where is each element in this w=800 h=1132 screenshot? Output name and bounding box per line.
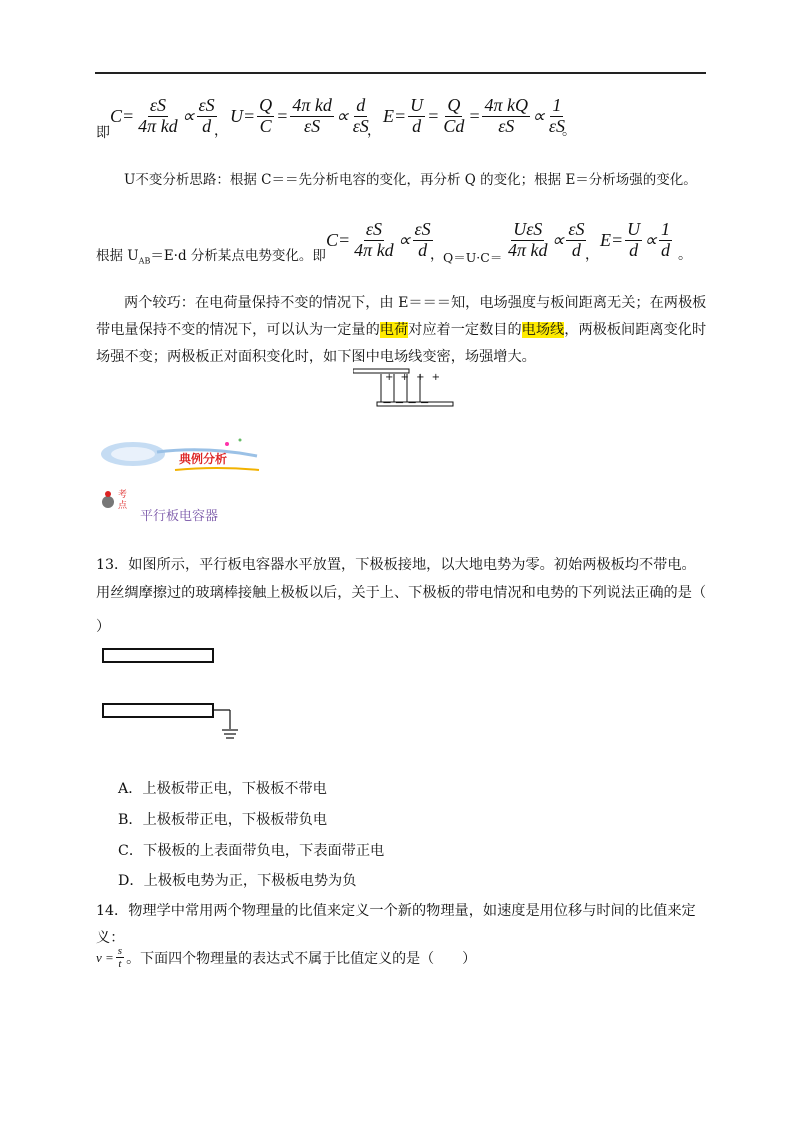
- denominator: d: [412, 115, 422, 136]
- denominator: 4π kd: [508, 239, 548, 260]
- denominator: d: [661, 239, 671, 260]
- c-symbol: C: [326, 229, 339, 250]
- denominator: C: [259, 115, 272, 136]
- ground-symbol: [212, 706, 242, 742]
- comma: ，: [367, 123, 381, 139]
- denominator: εS: [352, 115, 369, 136]
- banner-title: 典例分析: [179, 452, 228, 466]
- e-symbol: E: [600, 229, 611, 250]
- q14-stem: 14．物理学中常用两个物理量的比值来定义一个新的物理量，如速度是用位移与时间的比值来定义：: [96, 903, 696, 946]
- q-eq-text: Q＝U·C＝: [443, 250, 503, 265]
- numerator: εS: [149, 95, 166, 115]
- ab-subscript: AB: [138, 256, 151, 266]
- genju-rest: ＝E·d 分析某点电势变化。即: [150, 248, 326, 264]
- example-banner: [97, 432, 267, 474]
- v-symbol: v =: [96, 949, 114, 965]
- comma: ，: [585, 247, 599, 263]
- para-part-1: 两个较巧：在电荷量保持不变的情况下，由 E＝＝＝知，电场强度与板间距离无关；在两极板带电量保持不变的情况下，可以认为一定量的: [96, 295, 707, 338]
- para-part-2: 对应着一定数目的: [408, 322, 522, 338]
- q13-stem: 13．如图所示，平行板电容器水平放置，下极板接地，以大地电势为零。初始两极板均不带电。用丝绸摩擦过的玻璃棒接触上极板以后，关于上、下极板的带电情况和电势的下列说法正确的是（: [96, 557, 707, 601]
- formula-u: [230, 96, 373, 137]
- lower-plate: [102, 703, 214, 718]
- numerator: εS: [365, 219, 382, 239]
- equals: =: [427, 105, 440, 126]
- comma: ，: [214, 123, 228, 139]
- e-symbol: E: [383, 105, 394, 126]
- q13-option-b[interactable]: B．上极板带正电，下极板带负电: [118, 812, 328, 828]
- plus-signs: + + + +: [385, 372, 443, 383]
- numerator: εS: [198, 95, 215, 115]
- proportional: ∝: [551, 229, 565, 250]
- equals: =: [276, 105, 289, 126]
- numerator: d: [356, 95, 366, 115]
- kaodian-label: 考点: [118, 490, 128, 511]
- comma: ，: [430, 247, 444, 263]
- denominator: d: [629, 239, 639, 260]
- numerator: s: [117, 945, 123, 957]
- formula-e: [383, 96, 569, 137]
- header-rule: [95, 72, 706, 74]
- denominator: d: [571, 239, 581, 260]
- equals: =: [468, 105, 481, 126]
- numerator: U: [627, 219, 641, 239]
- u-const-line: U不变分析思路：根据 C＝＝先分析电容的变化，再分析 Q 的变化；根据 E＝分析场强的变化。: [124, 172, 697, 188]
- equals: =: [338, 229, 351, 250]
- proportional: ∝: [532, 105, 545, 126]
- numerator: UεS: [513, 219, 543, 239]
- denominator: d: [202, 115, 212, 136]
- denominator: εS: [498, 115, 515, 136]
- denominator: 4π kd: [138, 115, 178, 136]
- q13-option-a[interactable]: A．上极板带正电，下极板不带电: [118, 781, 327, 797]
- q14-formula-line: [96, 945, 476, 970]
- proportional: ∝: [335, 105, 349, 126]
- numerator: U: [410, 95, 424, 115]
- highlight-field-lines: 电场线: [521, 322, 565, 338]
- equals: =: [243, 105, 256, 126]
- q13-option-d[interactable]: D．上极板电势为正，下极板电势为负: [118, 873, 357, 889]
- ji-label: 即: [96, 125, 110, 141]
- numerator: 1: [552, 95, 562, 115]
- numerator: Q: [447, 95, 461, 115]
- numerator: εS: [414, 219, 431, 239]
- q14-rest: 。下面四个物理量的表达式不属于比值定义的是（ ）: [126, 950, 477, 967]
- formula-q: [504, 220, 588, 261]
- denominator: 4π kd: [354, 239, 394, 260]
- denominator: εS: [548, 115, 565, 136]
- denominator: Cd: [443, 115, 465, 136]
- equals: =: [611, 229, 624, 250]
- formula-c: [110, 96, 219, 137]
- formula-e2: [600, 220, 674, 261]
- equals: =: [394, 105, 407, 126]
- q13-close: ）: [96, 619, 111, 635]
- upper-plate: [102, 648, 214, 663]
- numerator: Q: [259, 95, 273, 115]
- numerator: εS: [568, 219, 585, 239]
- proportional: ∝: [644, 229, 658, 250]
- formula-c2: [326, 220, 435, 261]
- numerator: 4π kd: [292, 95, 332, 115]
- para-part-3: ，两极板间距离变化时场强不变；两极板正对面积变化时，如下图中电场线变密，场强增大。: [96, 322, 707, 365]
- numerator: 1: [661, 219, 671, 239]
- denominator: t: [118, 958, 122, 971]
- kaodian-icon: [100, 484, 140, 518]
- c-symbol: C: [110, 105, 123, 126]
- proportional: ∝: [397, 229, 411, 250]
- period: 。: [562, 123, 576, 139]
- denominator: εS: [304, 115, 321, 136]
- denominator: d: [418, 239, 428, 260]
- skills-paragraph: [96, 290, 708, 371]
- numerator: 4π kQ: [484, 95, 528, 115]
- equals: =: [122, 105, 135, 126]
- highlight-charge: 电荷: [379, 322, 409, 338]
- uab-line: [96, 248, 326, 267]
- u-symbol: U: [230, 105, 243, 126]
- genju-text: 根据 U: [96, 248, 139, 264]
- field-lines-figure: [353, 368, 455, 410]
- minus-signs: — — — —: [383, 398, 430, 407]
- proportional: ∝: [181, 105, 195, 126]
- q13-option-c[interactable]: C．下极板的上表面带负电，下表面带正电: [118, 843, 385, 859]
- period: 。: [678, 247, 692, 263]
- topic-label: 平行板电容器: [140, 509, 219, 524]
